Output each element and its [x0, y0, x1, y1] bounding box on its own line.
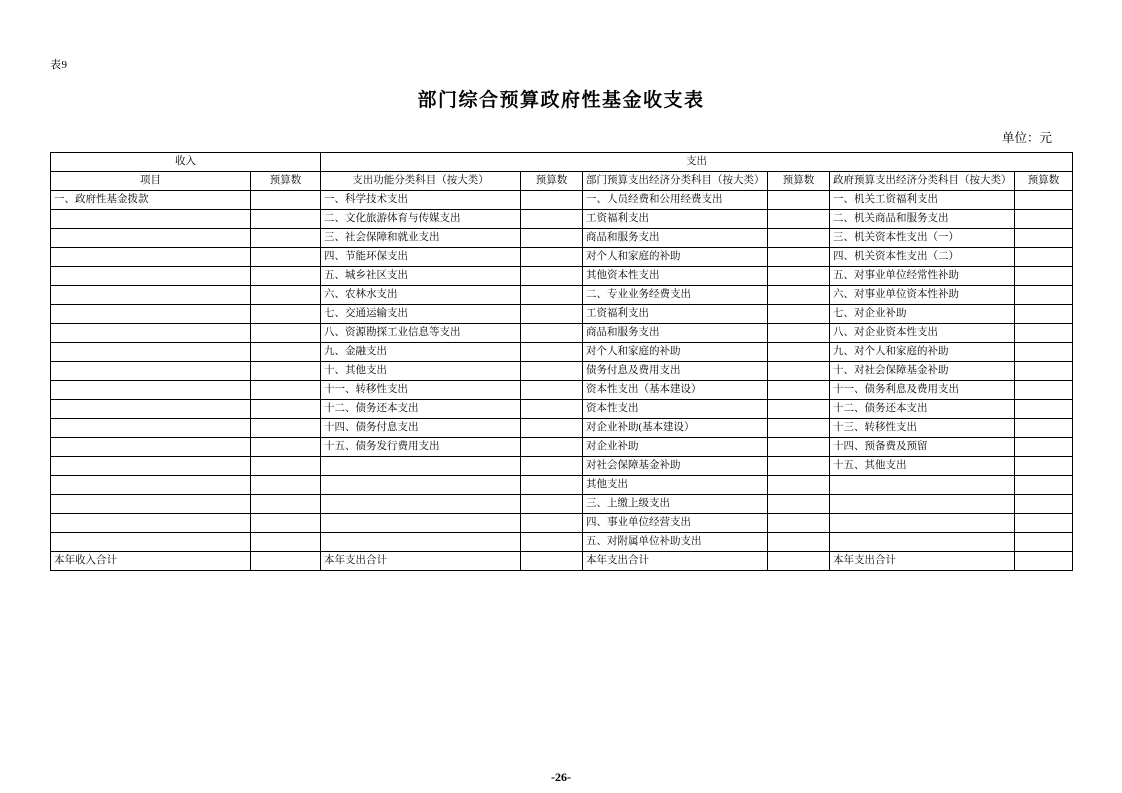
cell-dept-econ-amount	[768, 362, 830, 381]
cell-dept-econ-item: 二、专业业务经费支出	[583, 286, 768, 305]
cell-income-amount	[251, 533, 321, 552]
cell-gov-econ-item: 一、机关工资福利支出	[830, 191, 1015, 210]
cell-function-item: 十、其他支出	[321, 362, 521, 381]
cell-gov-econ-item	[830, 476, 1015, 495]
cell-income-item	[51, 438, 251, 457]
cell-dept-econ-item: 五、对附属单位补助支出	[583, 533, 768, 552]
cell-income-item	[51, 381, 251, 400]
cell-function-amount	[521, 533, 583, 552]
cell-function-item: 八、资源勘探工业信息等支出	[321, 324, 521, 343]
table-row	[51, 267, 1073, 286]
cell-gov-econ-amount	[1015, 362, 1073, 381]
form-label: 表9	[50, 59, 68, 71]
cell-function-item: 十五、债务发行费用支出	[321, 438, 521, 457]
cell-function-item	[321, 457, 521, 476]
cell-dept-econ-amount	[768, 343, 830, 362]
cell-gov-econ-item: 八、对企业资本性支出	[830, 324, 1015, 343]
group-header-expenditure: 支出	[321, 153, 1073, 172]
table-row	[51, 248, 1073, 267]
cell-function-amount	[521, 267, 583, 286]
total-gov-econ-item: 本年支出合计	[830, 552, 1015, 571]
cell-gov-econ-item	[830, 514, 1015, 533]
cell-function-amount	[521, 381, 583, 400]
column-header-income-item: 项目	[51, 172, 251, 191]
cell-dept-econ-item: 四、事业单位经营支出	[583, 514, 768, 533]
cell-function-item: 二、文化旅游体育与传媒支出	[321, 210, 521, 229]
cell-function-amount	[521, 324, 583, 343]
cell-gov-econ-item: 十一、债务利息及费用支出	[830, 381, 1015, 400]
cell-dept-econ-item: 其他支出	[583, 476, 768, 495]
cell-income-amount	[251, 191, 321, 210]
cell-dept-econ-amount	[768, 248, 830, 267]
table-total-row	[51, 552, 1073, 571]
cell-gov-econ-amount	[1015, 343, 1073, 362]
cell-dept-econ-amount	[768, 381, 830, 400]
cell-function-amount	[521, 438, 583, 457]
cell-gov-econ-item: 五、对事业单位经常性补助	[830, 267, 1015, 286]
cell-dept-econ-amount	[768, 229, 830, 248]
cell-function-item: 四、节能环保支出	[321, 248, 521, 267]
cell-income-amount	[251, 495, 321, 514]
cell-dept-econ-item: 债务付息及费用支出	[583, 362, 768, 381]
cell-income-item	[51, 343, 251, 362]
column-header-gov-econ-amount: 预算数	[1015, 172, 1073, 191]
table-group-header-row	[51, 153, 1073, 172]
table-row	[51, 495, 1073, 514]
cell-function-item: 九、金融支出	[321, 343, 521, 362]
cell-gov-econ-amount	[1015, 457, 1073, 476]
cell-gov-econ-item: 六、对事业单位资本性补助	[830, 286, 1015, 305]
cell-gov-econ-amount	[1015, 324, 1073, 343]
cell-function-item: 一、科学技术支出	[321, 191, 521, 210]
cell-dept-econ-amount	[768, 286, 830, 305]
column-header-function-item: 支出功能分类科目（按大类）	[321, 172, 521, 191]
cell-gov-econ-amount	[1015, 229, 1073, 248]
cell-gov-econ-amount	[1015, 305, 1073, 324]
column-header-dept-econ-amount: 预算数	[768, 172, 830, 191]
cell-function-amount	[521, 191, 583, 210]
cell-income-item	[51, 457, 251, 476]
cell-dept-econ-item: 工资福利支出	[583, 305, 768, 324]
cell-dept-econ-amount	[768, 438, 830, 457]
cell-income-item	[51, 476, 251, 495]
total-function-amount	[521, 552, 583, 571]
cell-income-amount	[251, 305, 321, 324]
budget-table	[50, 152, 1073, 571]
cell-function-amount	[521, 495, 583, 514]
cell-dept-econ-amount	[768, 457, 830, 476]
cell-income-amount	[251, 286, 321, 305]
column-header-function-amount: 预算数	[521, 172, 583, 191]
cell-function-item	[321, 495, 521, 514]
cell-gov-econ-amount	[1015, 514, 1073, 533]
cell-gov-econ-amount	[1015, 286, 1073, 305]
table-row	[51, 400, 1073, 419]
cell-dept-econ-amount	[768, 191, 830, 210]
cell-dept-econ-item: 对社会保障基金补助	[583, 457, 768, 476]
cell-dept-econ-item: 商品和服务支出	[583, 324, 768, 343]
cell-function-amount	[521, 419, 583, 438]
cell-dept-econ-amount	[768, 514, 830, 533]
cell-dept-econ-amount	[768, 324, 830, 343]
cell-gov-econ-amount	[1015, 533, 1073, 552]
cell-dept-econ-amount	[768, 400, 830, 419]
cell-income-item	[51, 305, 251, 324]
cell-income-amount	[251, 267, 321, 286]
cell-function-item: 三、社会保障和就业支出	[321, 229, 521, 248]
table-row	[51, 324, 1073, 343]
table-row	[51, 229, 1073, 248]
cell-income-item	[51, 229, 251, 248]
cell-function-amount	[521, 514, 583, 533]
cell-function-amount	[521, 248, 583, 267]
cell-dept-econ-item: 其他资本性支出	[583, 267, 768, 286]
cell-function-item: 六、农林水支出	[321, 286, 521, 305]
cell-function-item	[321, 533, 521, 552]
table-row	[51, 286, 1073, 305]
table-row	[51, 210, 1073, 229]
table-row	[51, 381, 1073, 400]
cell-income-amount	[251, 514, 321, 533]
cell-gov-econ-item: 十二、债务还本支出	[830, 400, 1015, 419]
cell-gov-econ-item: 四、机关资本性支出（二）	[830, 248, 1015, 267]
cell-dept-econ-item: 工资福利支出	[583, 210, 768, 229]
cell-dept-econ-amount	[768, 419, 830, 438]
cell-dept-econ-amount	[768, 495, 830, 514]
cell-function-amount	[521, 229, 583, 248]
cell-dept-econ-amount	[768, 476, 830, 495]
cell-gov-econ-item	[830, 533, 1015, 552]
cell-income-amount	[251, 476, 321, 495]
cell-gov-econ-item: 七、对企业补助	[830, 305, 1015, 324]
table-row	[51, 438, 1073, 457]
cell-function-amount	[521, 343, 583, 362]
cell-gov-econ-item: 十四、预备费及预留	[830, 438, 1015, 457]
cell-income-item	[51, 362, 251, 381]
cell-income-item	[51, 324, 251, 343]
cell-gov-econ-item: 十三、转移性支出	[830, 419, 1015, 438]
cell-income-item	[51, 419, 251, 438]
cell-income-item	[51, 210, 251, 229]
cell-income-amount	[251, 210, 321, 229]
cell-dept-econ-item: 资本性支出	[583, 400, 768, 419]
cell-income-amount	[251, 248, 321, 267]
cell-income-amount	[251, 229, 321, 248]
cell-income-item	[51, 495, 251, 514]
cell-gov-econ-amount	[1015, 210, 1073, 229]
cell-dept-econ-amount	[768, 305, 830, 324]
cell-income-item	[51, 514, 251, 533]
cell-income-amount	[251, 419, 321, 438]
cell-income-amount	[251, 400, 321, 419]
cell-dept-econ-item: 商品和服务支出	[583, 229, 768, 248]
cell-dept-econ-item: 对企业补助(基本建设）	[583, 419, 768, 438]
column-header-dept-econ-item: 部门预算支出经济分类科目（按大类）	[583, 172, 768, 191]
cell-function-amount	[521, 400, 583, 419]
table-row	[51, 476, 1073, 495]
page-title: 部门综合预算政府性基金收支表	[417, 90, 705, 111]
total-dept-econ-item: 本年支出合计	[583, 552, 768, 571]
cell-function-amount	[521, 286, 583, 305]
cell-gov-econ-amount	[1015, 191, 1073, 210]
cell-gov-econ-amount	[1015, 267, 1073, 286]
table-row	[51, 343, 1073, 362]
total-dept-econ-amount	[768, 552, 830, 571]
table-row	[51, 419, 1073, 438]
table-row	[51, 533, 1073, 552]
cell-function-item: 七、交通运输支出	[321, 305, 521, 324]
cell-function-item	[321, 476, 521, 495]
cell-function-item: 五、城乡社区支出	[321, 267, 521, 286]
cell-dept-econ-amount	[768, 267, 830, 286]
page-number: -26-	[551, 770, 571, 784]
cell-income-amount	[251, 457, 321, 476]
cell-income-item	[51, 400, 251, 419]
cell-gov-econ-amount	[1015, 438, 1073, 457]
cell-gov-econ-item: 二、机关商品和服务支出	[830, 210, 1015, 229]
table-row	[51, 457, 1073, 476]
cell-income-item	[51, 286, 251, 305]
group-header-income: 收入	[51, 153, 321, 172]
cell-income-item	[51, 533, 251, 552]
table-column-header-row	[51, 172, 1073, 191]
table-row	[51, 305, 1073, 324]
cell-gov-econ-item: 十五、其他支出	[830, 457, 1015, 476]
cell-gov-econ-amount	[1015, 381, 1073, 400]
total-function-item: 本年支出合计	[321, 552, 521, 571]
cell-gov-econ-item: 九、对个人和家庭的补助	[830, 343, 1015, 362]
cell-dept-econ-amount	[768, 533, 830, 552]
cell-gov-econ-amount	[1015, 476, 1073, 495]
table-row	[51, 514, 1073, 533]
total-income-amount	[251, 552, 321, 571]
total-income-item: 本年收入合计	[51, 552, 251, 571]
cell-income-amount	[251, 324, 321, 343]
table-body	[51, 191, 1073, 552]
cell-gov-econ-amount	[1015, 400, 1073, 419]
cell-gov-econ-item: 十、对社会保障基金补助	[830, 362, 1015, 381]
cell-income-amount	[251, 343, 321, 362]
cell-dept-econ-item: 对企业补助	[583, 438, 768, 457]
cell-function-item	[321, 514, 521, 533]
cell-function-amount	[521, 476, 583, 495]
unit-note: 单位：元	[1001, 131, 1052, 145]
cell-income-amount	[251, 438, 321, 457]
cell-function-item: 十二、债务还本支出	[321, 400, 521, 419]
cell-income-amount	[251, 381, 321, 400]
table-row	[51, 191, 1073, 210]
cell-function-item: 十一、转移性支出	[321, 381, 521, 400]
cell-gov-econ-item	[830, 495, 1015, 514]
cell-income-amount	[251, 362, 321, 381]
cell-gov-econ-item: 三、机关资本性支出（一）	[830, 229, 1015, 248]
cell-dept-econ-item: 一、人员经费和公用经费支出	[583, 191, 768, 210]
cell-dept-econ-item: 资本性支出（基本建设）	[583, 381, 768, 400]
cell-function-amount	[521, 457, 583, 476]
cell-function-amount	[521, 305, 583, 324]
cell-gov-econ-amount	[1015, 495, 1073, 514]
cell-dept-econ-item: 对个人和家庭的补助	[583, 248, 768, 267]
cell-dept-econ-item: 三、上缴上级支出	[583, 495, 768, 514]
column-header-income-amount: 预算数	[251, 172, 321, 191]
total-gov-econ-amount	[1015, 552, 1073, 571]
column-header-gov-econ-item: 政府预算支出经济分类科目（按大类）	[830, 172, 1015, 191]
cell-income-item: 一、政府性基金拨款	[51, 191, 251, 210]
cell-function-amount	[521, 210, 583, 229]
cell-dept-econ-item: 对个人和家庭的补助	[583, 343, 768, 362]
cell-gov-econ-amount	[1015, 419, 1073, 438]
cell-income-item	[51, 267, 251, 286]
cell-dept-econ-amount	[768, 210, 830, 229]
cell-gov-econ-amount	[1015, 248, 1073, 267]
cell-function-item: 十四、债务付息支出	[321, 419, 521, 438]
cell-income-item	[51, 248, 251, 267]
table-row	[51, 362, 1073, 381]
cell-function-amount	[521, 362, 583, 381]
